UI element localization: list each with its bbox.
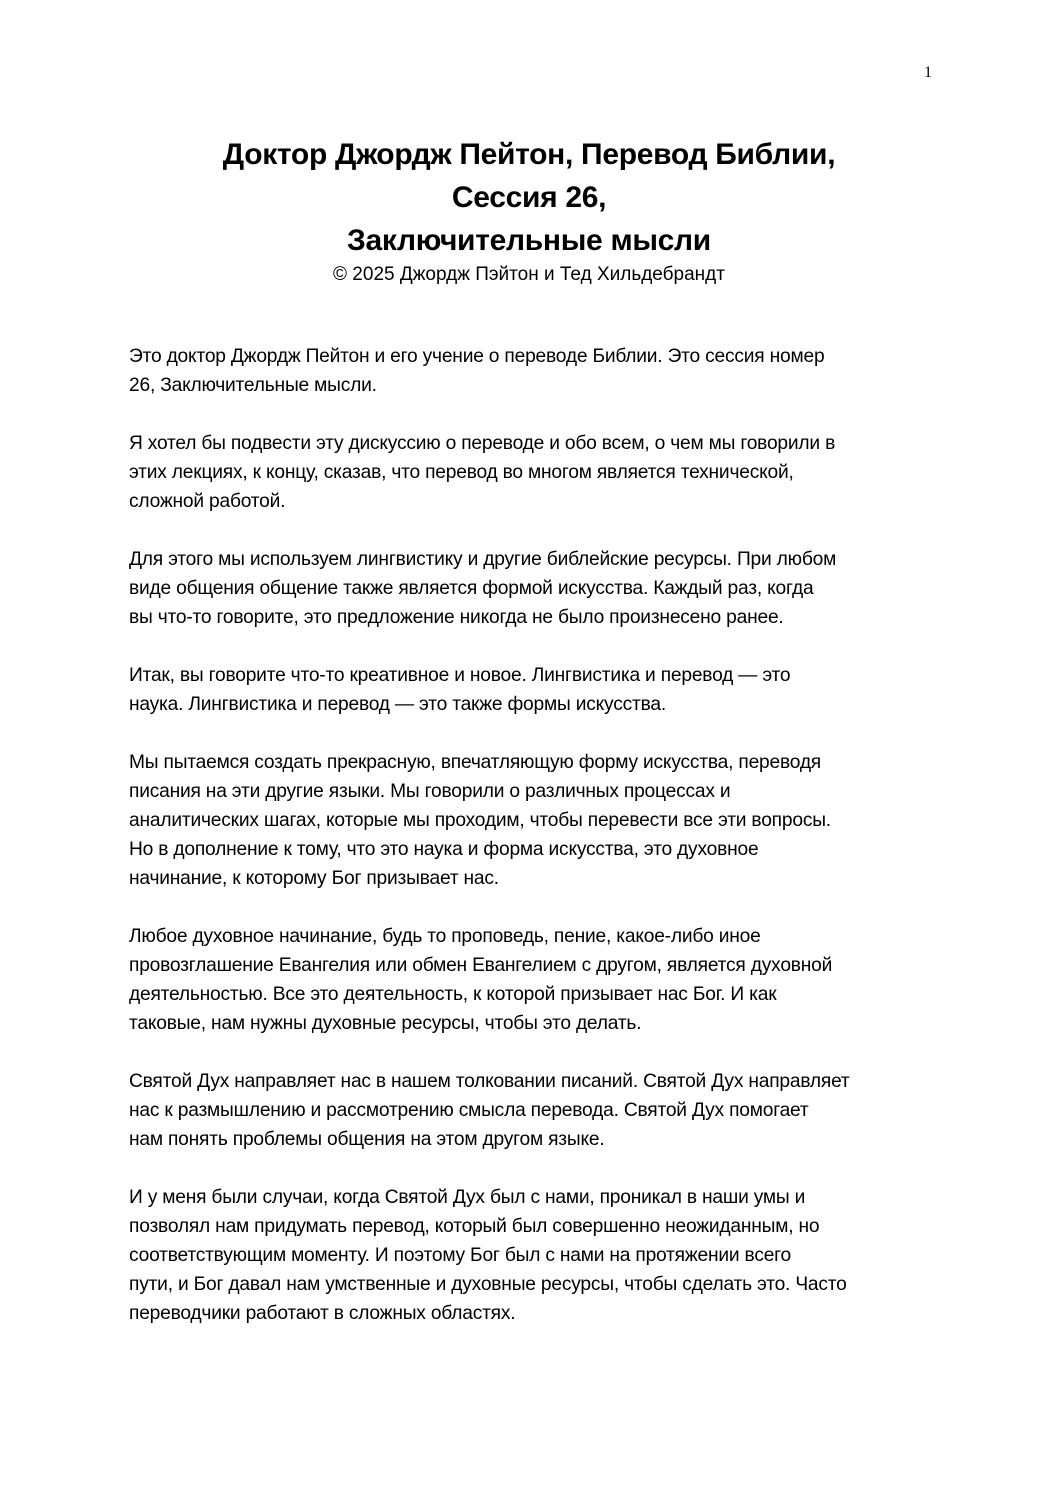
paragraph-line: соответствующим моменту. И поэтому Бог был с нами на протяжении всего [129, 1245, 792, 1266]
paragraph-line: аналитических шагах, которые мы проходим, чтобы перевести все эти вопросы. [129, 810, 831, 831]
paragraph-line: позволял нам придумать перевод, который был совершенно неожиданным, но [129, 1216, 820, 1237]
paragraph [129, 545, 939, 632]
paragraph-line: этих лекциях, к концу, сказав, что перевод во многом является технической, [129, 462, 794, 483]
paragraph-line: наука. Лингвистика и перевод — это также формы искусства. [129, 694, 666, 715]
copyright-notice: © 2025 Джордж Пэйтон и Тед Хильдебрандт [333, 264, 725, 285]
paragraph-line: Я хотел бы подвести эту дискуссию о переводе и обо всем, о чем мы говорили в [129, 433, 836, 454]
paragraph [129, 748, 939, 893]
paragraph [129, 429, 939, 516]
paragraph-line: 26, Заключительные мысли. [129, 375, 377, 396]
document-title [100, 133, 958, 288]
paragraph [129, 342, 939, 400]
paragraph-line: писания на эти другие языки. Мы говорили о различных процессах и [129, 781, 731, 802]
paragraph-line: Мы пытаемся создать прекрасную, впечатляющую форму искусства, переводя [129, 752, 822, 773]
paragraph-line: Но в дополнение к тому, что это наука и форма искусства, это духовное [129, 839, 759, 860]
paragraph-line: виде общения общение также является формой искусства. Каждый раз, когда [129, 578, 814, 599]
paragraph-line: Итак, вы говорите что-то креативное и новое. Лингвистика и перевод — это [129, 665, 791, 686]
page-number: 1 [924, 64, 932, 81]
paragraph-line: нам понять проблемы общения на этом другом языке. [129, 1129, 605, 1150]
paragraph-line: пути, и Бог давал нам умственные и духовные ресурсы, чтобы сделать это. Часто [129, 1274, 847, 1295]
title-line-3: Заключительные мысли [347, 224, 711, 257]
paragraph-line: Это доктор Джордж Пейтон и его учение о переводе Библии. Это сессия номер [129, 346, 825, 367]
paragraph-line: провозглашение Евангелия или обмен Евангелием с другом, является духовной [129, 955, 833, 976]
paragraph-line: И у меня были случаи, когда Святой Дух был с нами, проникал в наши умы и [129, 1187, 806, 1208]
paragraph-line: нас к размышлению и рассмотрению смысла перевода. Святой Дух помогает [129, 1100, 809, 1121]
title-line-1: Доктор Джордж Пейтон, Перевод Библии, [222, 138, 836, 171]
paragraph-line: вы что-то говорите, это предложение никогда не было произнесено ранее. [129, 607, 784, 628]
paragraph-line: Святой Дух направляет нас в нашем толковании писаний. Святой Дух направляет [129, 1071, 850, 1092]
paragraph-line: таковые, нам нужны духовные ресурсы, чтобы это делать. [129, 1013, 642, 1034]
title-line-2: Сессия 26, [451, 181, 607, 214]
paragraph-line: сложной работой. [129, 491, 286, 512]
document-body [129, 342, 939, 1357]
paragraph [129, 661, 939, 719]
paragraph-line: деятельностью. Все это деятельность, к которой призывает нас Бог. И как [129, 984, 777, 1005]
paragraph-line: Для этого мы используем лингвистику и другие библейские ресурсы. При любом [129, 549, 837, 570]
paragraph [129, 922, 939, 1038]
paragraph [129, 1067, 939, 1154]
paragraph-line: Любое духовное начинание, будь то проповедь, пение, какое-либо иное [129, 926, 761, 947]
paragraph [129, 1183, 939, 1328]
paragraph-line: начинание, к которому Бог призывает нас. [129, 868, 499, 889]
paragraph-line: переводчики работают в сложных областях. [129, 1303, 516, 1324]
